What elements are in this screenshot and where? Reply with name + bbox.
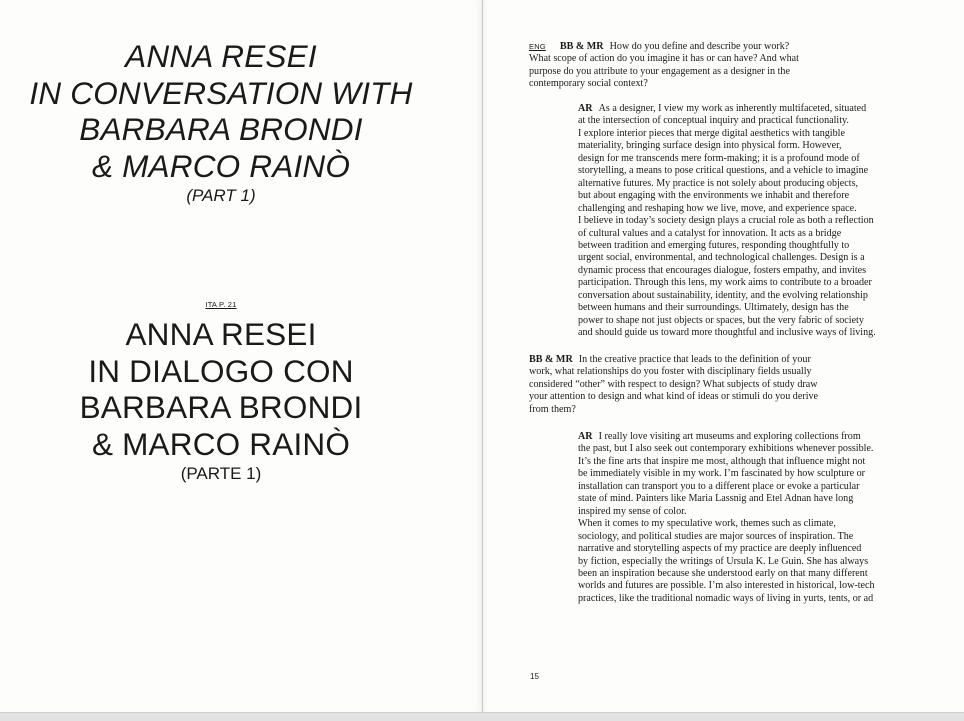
text-line: challenging and reshaping how we live, move, and experience space. bbox=[578, 202, 857, 214]
text-line: I believe in today’s society design plays a crucial role as both a reflection bbox=[578, 215, 874, 227]
text-line: be immediately visible in my work. I’m fascinated by how sculpture or bbox=[578, 468, 866, 480]
subtitle-italian: (PARTE 1) bbox=[180, 464, 262, 483]
text-line: the past, but I also seek out contemporary exhibitions whenever possible. bbox=[578, 443, 874, 455]
text-line: considered “other” with respect to design? What subjects of study draw bbox=[529, 378, 818, 390]
title-line: & MARCO RAINÒ bbox=[91, 425, 351, 462]
title-line: ANNA RESEI bbox=[125, 38, 317, 74]
text-line: participation. Through this lens, my work aims to contribute to a broader bbox=[578, 277, 872, 289]
text-line: between humans and their surroundings. Ultimately, design has the bbox=[578, 302, 849, 314]
title-line: IN CONVERSATION WITH bbox=[29, 74, 413, 111]
text-line: I explore interior pieces that merge digital aesthetics with tangible bbox=[578, 127, 845, 139]
text-line: conversation about sustainability, identity, and the evolving relationship bbox=[578, 289, 868, 301]
text-line: When it comes to my speculative work, themes such as climate, bbox=[578, 518, 836, 530]
title-italian bbox=[0, 316, 442, 484]
text-line: power to shape not just objects or spaces, but the very fabric of society bbox=[578, 314, 864, 326]
text-line bbox=[578, 103, 913, 115]
text-line: by fiction, especially the writings of Ursula K. Le Guin. She has always bbox=[578, 555, 869, 567]
title-line: IN DIALOGO CON bbox=[88, 352, 354, 389]
text-line: state of mind. Painters like Maria Lassnig and Etel Adnan have long bbox=[578, 493, 854, 505]
answer-1 bbox=[578, 103, 913, 340]
text-line-content: As a designer, I view my work as inherently multifaceted, situated bbox=[598, 103, 867, 114]
text-line: from them? bbox=[529, 403, 576, 415]
text-line: but about engaging with the environments we inhabit and therefore bbox=[578, 190, 850, 202]
speaker-label: BB & MR bbox=[559, 41, 604, 52]
text-line: storytelling, a means to pose critical questions, and a vehicle to imagine bbox=[578, 165, 869, 177]
text-line: work, what relationships do you foster with disciplinary fields usually bbox=[529, 366, 812, 378]
text-line: What scope of action do you imagine it has or can have? And what bbox=[529, 53, 799, 65]
title-line: BARBARA BRONDI bbox=[79, 389, 363, 425]
text-line: materiality, bringing surface design into physical form. However, bbox=[578, 140, 842, 152]
text-line: urgent social, environmental, and technological challenges. Design is a bbox=[578, 252, 865, 264]
text-line: alternative futures. My practice is not solely about producing objects, bbox=[578, 177, 859, 189]
subtitle-english: (PART 1) bbox=[186, 186, 256, 205]
text-line bbox=[529, 354, 859, 366]
text-line: practices, like the traditional nomadic ways of living in yurts, tents, or ad bbox=[578, 592, 874, 604]
title-line: & MARCO RAINÒ bbox=[91, 147, 351, 184]
italian-page-reference: ITA P. 21 bbox=[205, 300, 237, 309]
question-2 bbox=[529, 354, 859, 416]
page-number: 15 bbox=[530, 672, 539, 681]
text-line-content: I really love visiting art museums and exploring collections from bbox=[598, 431, 861, 442]
text-line bbox=[529, 41, 849, 53]
text-line: sociology, and political studies are major sources of inspiration. The bbox=[578, 530, 854, 542]
text-line: your attention to design and what kind of ideas or stimuli do you derive bbox=[529, 391, 819, 403]
speaker-label: BB & MR bbox=[529, 354, 573, 365]
text-line bbox=[578, 431, 913, 443]
text-line: between tradition and emerging futures, responding thoughtfully to bbox=[578, 239, 850, 251]
text-line: narrative and storytelling aspects of my practice are deeply influenced bbox=[578, 543, 862, 555]
text-line: dynamic process that encourages dialogue, fosters empathy, and invites bbox=[578, 264, 867, 276]
text-line: design for me transcends mere form-making; it is a profound mode of bbox=[578, 152, 860, 164]
text-line: and should guide us toward more thoughtful and inclusive ways of living. bbox=[578, 327, 876, 339]
question-1 bbox=[529, 41, 849, 91]
speaker-label: AR bbox=[578, 431, 593, 442]
title-english bbox=[0, 38, 442, 206]
text-line: of cultural values and a catalyst for innovation. It acts as a bridge bbox=[578, 227, 842, 239]
text-line: at the intersection of conceptual inquiry and practical functionality. bbox=[578, 115, 849, 127]
text-line: been an inspiration because she understood early on that many different bbox=[578, 567, 868, 579]
answer-2 bbox=[578, 431, 913, 605]
title-line: ANNA RESEI bbox=[125, 316, 317, 352]
text-line-content: How do you define and describe your work? bbox=[609, 41, 790, 52]
text-line: contemporary social context? bbox=[529, 78, 648, 90]
text-line: worlds and futures are possible. I’m also interested in historical, low-tech bbox=[578, 580, 875, 592]
title-line: BARBARA BRONDI bbox=[79, 111, 363, 147]
text-line: It’s the fine arts that inspire me most, although that influence might not bbox=[578, 455, 866, 467]
left-page bbox=[0, 0, 483, 712]
text-line: installation can transport you to a different place or evoke a particular bbox=[578, 480, 860, 492]
language-tag: ENG bbox=[529, 42, 546, 51]
text-line: purpose do you attribute to your engagement as a designer in the bbox=[529, 65, 790, 77]
text-line-content: In the creative practice that leads to the definition of your bbox=[578, 354, 811, 365]
speaker-label: AR bbox=[578, 103, 593, 114]
text-line: inspired my sense of color. bbox=[578, 505, 687, 517]
